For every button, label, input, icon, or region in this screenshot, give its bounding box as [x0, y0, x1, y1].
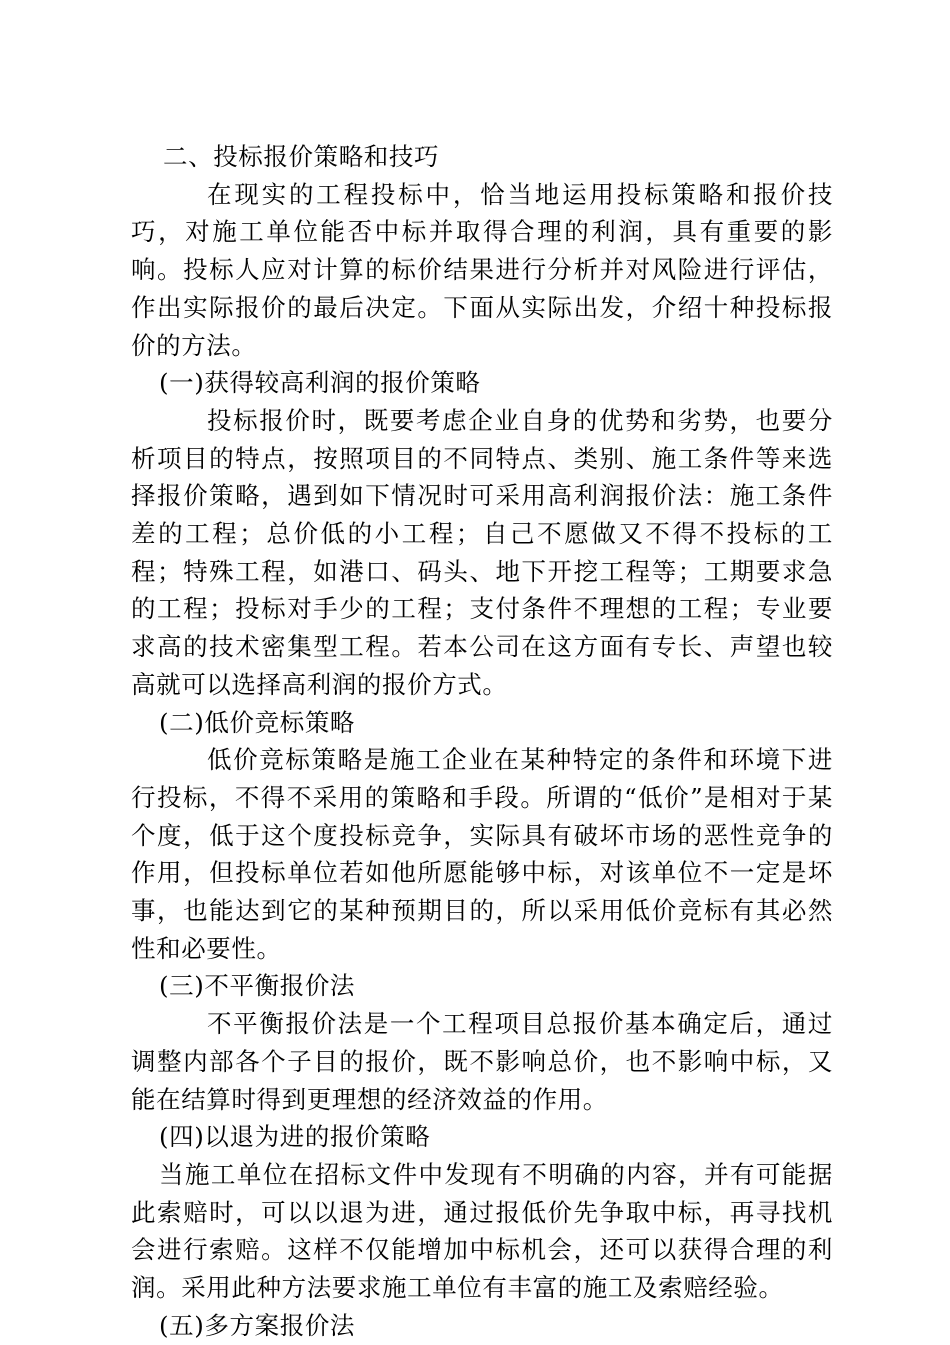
- paragraph-3: 不平衡报价法是一个工程项目总报价基本确定后，通过调整内部各个子目的报价，既不影响总价，也不影响中标，又能在结算时得到更理想的经济效益的作用。: [131, 1009, 833, 1114]
- paragraph-4: 当施工单位在招标文件中发现有不明确的内容，并有可能据此索赔时，可以以退为进，通过报低价先争取中标，再寻找机会进行索赔。这样不仅能增加中标机会，还可以获得合理的利润。采用此种方法要求施工单位有丰富的施工及索赔经验。: [131, 1159, 833, 1303]
- heading-1: (一)获得较高利润的报价策略: [159, 368, 481, 398]
- paragraph-1: 投标报价时，既要考虑企业自身的优势和劣势，也要分析项目的特点，按照项目的不同特点、类别、施工条件等来选择报价策略，遇到如下情况时可采用高利润报价法：施工条件差的工程；总价低的小工程；自己不愿做又不得不投标的工程；特殊工程，如港口、码头、地下开挖工程等；工期要求急的工程；投标对手少的工程；支付条件不理想的工程；专业要求高的技术密集型工程。若本公司在这方面有专长、声望也较高就可以选择高利润的报价方式。: [131, 405, 833, 699]
- heading-2: (二)低价竞标策略: [159, 707, 356, 737]
- section-title: 二、投标报价策略和技巧: [163, 142, 440, 171]
- heading-5: (五)多方案报价法: [159, 1310, 356, 1340]
- paragraph-2: 低价竞标策略是施工企业在某种特定的条件和环境下进行投标，不得不采用的策略和手段。所谓的“低价”是相对于某个度，低于这个度投标竞争，实际具有破坏市场的恶性竞争的作用，但投标单位若如他所愿能够中标，对该单位不一定是坏事，也能达到它的某种预期目的，所以采用低价竞标有其必然性和必要性。: [131, 745, 833, 963]
- intro-paragraph: 在现实的工程投标中，恰当地运用投标策略和报价技巧，对施工单位能否中标并取得合理的利润，具有重要的影响。投标人应对计算的标价结果进行分析并对风险进行评估，作出实际报价的最后决定。下面从实际出发，介绍十种投标报价的方法。: [131, 179, 833, 360]
- document-body: [131, 138, 833, 1345]
- heading-4: (四)以退为进的报价策略: [159, 1122, 431, 1152]
- heading-3: (三)不平衡报价法: [159, 971, 356, 1001]
